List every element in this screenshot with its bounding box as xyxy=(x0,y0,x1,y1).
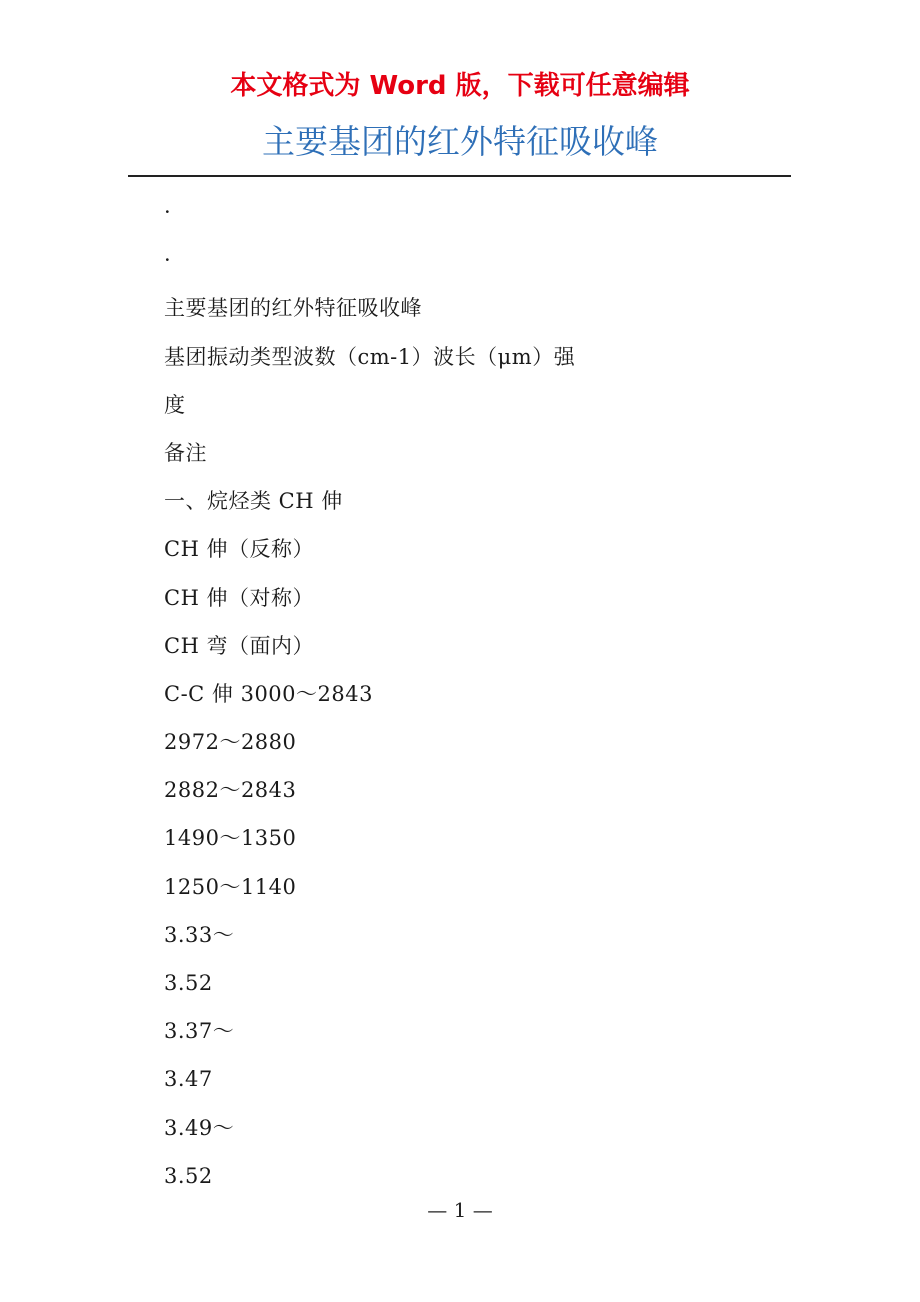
document-title: 主要基团的红外特征吸收峰 xyxy=(262,122,658,161)
text-line: CH 伸（反称） xyxy=(164,537,315,562)
text-line: 2882～2843 xyxy=(164,778,297,803)
text-line: 基团振动类型波数（cm-1）波长（μm）强 xyxy=(164,344,576,369)
text-line: 3.52 xyxy=(164,1163,213,1188)
text-line: C-C 伸 3000～2843 xyxy=(164,681,373,706)
text-line: 3.49～ xyxy=(164,1115,235,1140)
text-line: CH 伸（对称） xyxy=(164,585,315,610)
title-divider xyxy=(128,175,791,177)
text-line: 备注 xyxy=(164,440,207,465)
text-line: 一、烷烃类 CH 伸 xyxy=(164,489,343,514)
text-line: 3.33～ xyxy=(164,922,235,947)
text-line: 3.47 xyxy=(164,1067,213,1092)
banner-notice: 本文格式为 Word 版，下载可任意编辑 xyxy=(230,71,690,101)
text-line: · xyxy=(164,200,172,224)
text-line: · xyxy=(164,248,172,273)
text-line: 3.52 xyxy=(164,971,213,995)
text-line: 主要基团的红外特征吸收峰 xyxy=(164,296,422,321)
text-line: CH 弯（面内） xyxy=(164,633,315,658)
text-line: 1490～1350 xyxy=(164,826,297,851)
page-number: — 1 — xyxy=(427,1198,493,1222)
text-line: 度 xyxy=(164,392,186,417)
text-line: 2972～2880 xyxy=(164,730,297,755)
document-body xyxy=(164,188,804,1200)
text-line: 1250～1140 xyxy=(164,874,297,899)
text-line: 3.37～ xyxy=(164,1019,235,1044)
